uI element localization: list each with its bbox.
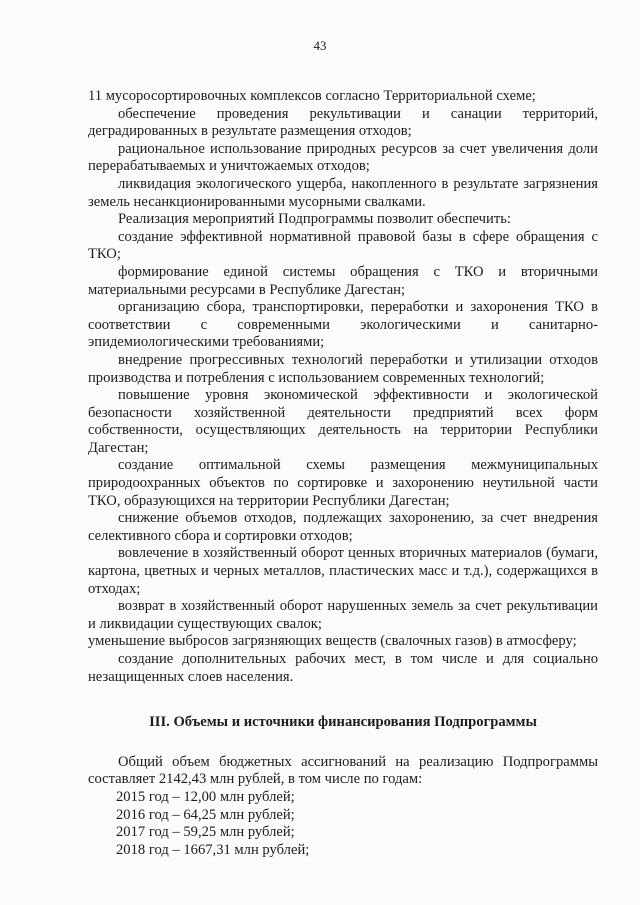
funding-year-2017: 2017 год – 59,25 млн рублей; bbox=[116, 824, 295, 841]
funding-year-2018: 2018 год – 1667,31 млн рублей; bbox=[116, 841, 310, 858]
paragraph-land-return: возврат в хозяйственный оборот нарушенных земель за счет рекультивации и ликвидации существующих свалок; bbox=[88, 598, 598, 632]
paragraph-emission-reduction: уменьшение выбросов загрязняющих веществ (свалочных газов) в атмосферу; bbox=[88, 633, 577, 650]
paragraph-progressive-technologies: внедрение прогрессивных технологий переработки и утилизации отходов производства и потребления с использованием современных технологий; bbox=[88, 351, 598, 386]
paragraph-collection-transport: организацию сбора, транспортировки, переработки и захоронения ТКО в соответствии с современными экологическими и санитарно-эпидемиологическими требованиями; bbox=[88, 299, 598, 351]
funding-intro: Общий объем бюджетных ассигнований на реализацию Подпрограммы составляет 2142,43 млн рублей, в том числе по годам: bbox=[88, 753, 598, 788]
paragraph-resource-use: рациональное использование природных ресурсов за счет увеличения доли перерабатываемых и уничтожаемых отходов; bbox=[88, 140, 598, 175]
paragraph-secondary-materials: вовлечение в хозяйственный оборот ценных вторичных материалов (бумаги, картона, цветных и черных металлов, пластических масс и т.д.), содержащихся в отходах; bbox=[88, 545, 598, 597]
paragraph-unified-system: формирование единой системы обращения с ТКО и вторичными материальными ресурсами в Республике Дагестан; bbox=[88, 263, 598, 298]
paragraph-new-jobs: создание дополнительных рабочих мест, в том числе и для социально незащищенных слоев населения. bbox=[88, 651, 598, 685]
page-number: 43 bbox=[313, 38, 327, 53]
paragraph-damage-liquidation: ликвидация экологического ущерба, накопленного в результате загрязнения земель несанкционированными мусорными свалками. bbox=[88, 175, 598, 210]
paragraph-implementation-intro: Реализация мероприятий Подпрограммы позволит обеспечить: bbox=[118, 211, 511, 228]
section-heading: III. Объемы и источники финансирования Подпрограммы bbox=[149, 714, 537, 731]
paragraph-optimal-scheme: создание оптимальной схемы размещения межмуниципальных природоохранных объектов по сортировке и захоронению неутильной части ТКО, образующихся на территории Республики Дагестан; bbox=[88, 457, 598, 509]
paragraph-economic-efficiency: повышение уровня экономической эффективности и экологической безопасности хозяйственной деятельности предприятий всех форм собственности, осуществляющих деятельность на территории Республики Дагестан; bbox=[88, 387, 598, 456]
paragraph-legal-base: создание эффективной нормативной правовой базы в сфере обращения с ТКО; bbox=[88, 228, 598, 263]
funding-year-2015: 2015 год – 12,00 млн рублей; bbox=[116, 788, 295, 805]
paragraph-recultivation: обеспечение проведения рекультивации и санации территорий, деградированных в результате размещения отходов; bbox=[88, 105, 598, 140]
paragraph-waste-reduction: снижение объемов отходов, подлежащих захоронению, за счет внедрения селективного сбора и сортировки отходов; bbox=[88, 510, 598, 544]
paragraph-mso-complexes: 11 мусоросортировочных комплексов согласно Территориальной схеме; bbox=[88, 88, 536, 104]
funding-year-2016: 2016 год – 64,25 млн рублей; bbox=[116, 806, 295, 823]
page-body bbox=[88, 88, 598, 859]
